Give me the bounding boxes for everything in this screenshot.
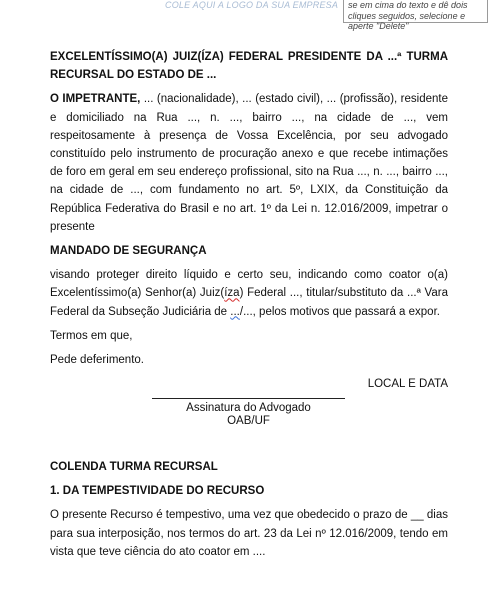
writ-text-2: ) Federal ..., titular/substituto da ...ª Vara Federal da Subseção Judiciária de [50,287,448,318]
petition-body [50,48,448,393]
logo-placeholder: COLE AQUI A LOGO DA SUA EMPRESA [165,0,339,10]
place-date: LOCAL E DATA [367,378,448,391]
impetrante-label: O IMPETRANTE, [50,93,141,106]
terms-line: Termos em que, [50,329,133,342]
writ-paragraph [50,266,448,321]
section-title: 1. DA TEMPESTIVIDADE DO RECURSO [50,485,265,498]
writ-title: MANDADO DE SEGURANÇA [50,245,207,258]
request-line: Pede deferimento. [50,354,144,367]
instruction-note: se em cima do texto e dê dois cliques seguidos, selecione e aperte "Delete" [343,0,488,23]
writ-text-1: visando proteger direito líquido e certo seu, indicando como coator o(a) Excelentíssimo(a) Senhor(a) Juiz( [50,269,448,300]
writ-text-blank: ... [230,305,240,318]
address-heading: EXCELENTÍSSIMO(A) JUIZ(ÍZA) FEDERAL PRESIDENTE DA ...ª TURMA RECURSAL DO ESTADO DE ... [50,51,448,82]
appeal-body [50,458,448,561]
writ-text-3: /..., pelos motivos que passará a expor. [239,305,440,318]
court-heading: COLENDA TURMA RECURSAL [50,461,218,473]
writ-text-iza: íza [224,287,240,300]
signature-name: Assinatura do Advogado [186,402,311,414]
section-text: O presente Recurso é tempestivo, uma vez que obedecido o prazo de __ dias para sua interposição, nos termos do art. 23 da Lei nº 12.016/2009, tendo em vista que teve ciência do ato coator em .... [50,509,448,558]
signature-block [152,398,345,428]
impetrante-paragraph [50,90,448,236]
signature-oab: OAB/UF [227,415,270,427]
signature-line [152,398,345,399]
impetrante-text: ... (nacionalidade), ... (estado civil), ... (profissão), residente e domiciliado na Rua ..., n. ..., bairro ..., na cidade de ..., vem respeitosamente à presença de Vossa Excelência, por seu advogado constituído pelo instrumento de procuração anexo e que recebe intimações de foro em geral em seu endereço profissional, sito na Rua ..., n. ..., bairro ..., na cidade de ..., com fundamento no art. 5º, LXIX, da Constituição da República Federativa do Brasil e no art. 1º da Lei n. 12.016/2009, impetrar o presente [50,93,448,233]
